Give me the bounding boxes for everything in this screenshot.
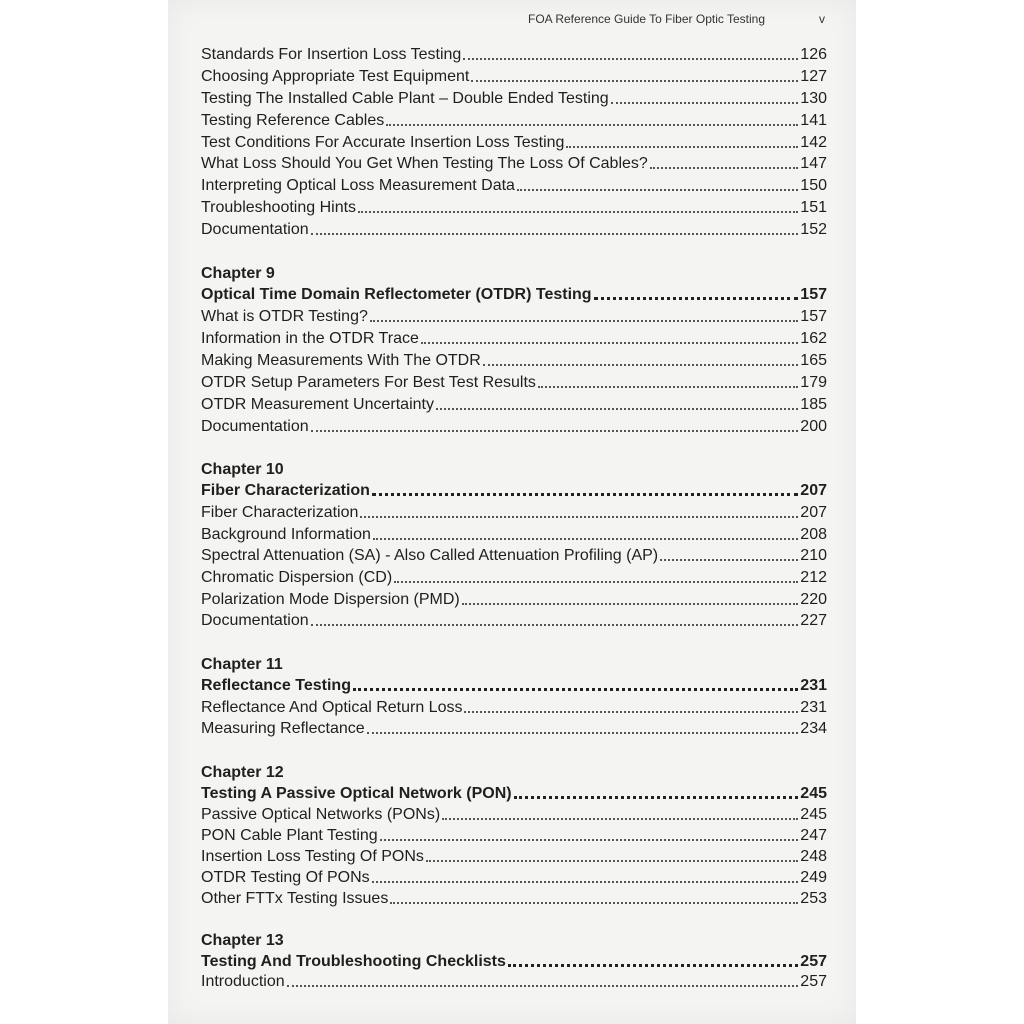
chapter-title-entry: Testing And Troubleshooting Checklists 257 xyxy=(201,953,827,970)
chapter-title-entry: Fiber Characterization 207 xyxy=(201,482,827,499)
toc-entry: Troubleshooting Hints 151 xyxy=(201,199,827,216)
toc-entry: PON Cable Plant Testing 247 xyxy=(201,827,827,844)
toc-entry: Spectral Attenuation (SA) - Also Called Attenuation Profiling (AP) 210 xyxy=(201,547,827,564)
toc-entry: Reflectance And Optical Return Loss 231 xyxy=(201,699,827,716)
header-title: FOA Reference Guide To Fiber Optic Testing xyxy=(528,12,766,26)
toc-entry: Insertion Loss Testing Of PONs 248 xyxy=(201,848,827,865)
chapter-label: Chapter 10 xyxy=(201,461,284,478)
toc-entry: Test Conditions For Accurate Insertion Loss Testing 142 xyxy=(201,134,827,151)
chapter-label: Chapter 13 xyxy=(201,932,284,949)
toc-entry: Information in the OTDR Trace 162 xyxy=(201,330,827,347)
toc-entry: Choosing Appropriate Test Equipment 127 xyxy=(201,68,827,85)
header-page-number: v xyxy=(819,12,825,26)
toc-entry: Documentation 227 xyxy=(201,612,827,629)
toc-entry: Testing The Installed Cable Plant – Double Ended Testing 130 xyxy=(201,90,827,107)
toc-entry: OTDR Testing Of PONs 249 xyxy=(201,869,827,886)
toc-entry: Testing Reference Cables 141 xyxy=(201,112,827,129)
chapter-title-entry: Optical Time Domain Reflectometer (OTDR) Testing 157 xyxy=(201,286,827,303)
chapter-label: Chapter 11 xyxy=(201,656,283,673)
toc-entry: What Loss Should You Get When Testing The Loss Of Cables? 147 xyxy=(201,155,827,172)
toc-entry: Interpreting Optical Loss Measurement Data 150 xyxy=(201,177,827,194)
document-page xyxy=(168,0,856,1024)
toc-entry: Introduction 257 xyxy=(201,973,827,990)
toc-entry: Making Measurements With The OTDR 165 xyxy=(201,352,827,369)
toc-entry: OTDR Setup Parameters For Best Test Results 179 xyxy=(201,374,827,391)
toc-entry: What is OTDR Testing? 157 xyxy=(201,308,827,325)
toc-entry: OTDR Measurement Uncertainty 185 xyxy=(201,396,827,413)
chapter-title-entry: Reflectance Testing 231 xyxy=(201,677,827,694)
toc-entry: Background Information 208 xyxy=(201,526,827,543)
toc-entry: Chromatic Dispersion (CD) 212 xyxy=(201,569,827,586)
toc-entry: Measuring Reflectance 234 xyxy=(201,720,827,737)
chapter-label: Chapter 9 xyxy=(201,265,275,282)
toc-entry: Documentation 152 xyxy=(201,221,827,238)
chapter-label: Chapter 12 xyxy=(201,764,284,781)
chapter-title-entry: Testing A Passive Optical Network (PON) 245 xyxy=(201,785,827,802)
toc-entry: Passive Optical Networks (PONs) 245 xyxy=(201,806,827,823)
toc-entry: Standards For Insertion Loss Testing 126 xyxy=(201,46,827,63)
toc-entry: Polarization Mode Dispersion (PMD) 220 xyxy=(201,591,827,608)
toc-entry: Fiber Characterization 207 xyxy=(201,504,827,521)
toc-entry: Other FTTx Testing Issues 253 xyxy=(201,890,827,907)
toc-entry: Documentation 200 xyxy=(201,418,827,435)
